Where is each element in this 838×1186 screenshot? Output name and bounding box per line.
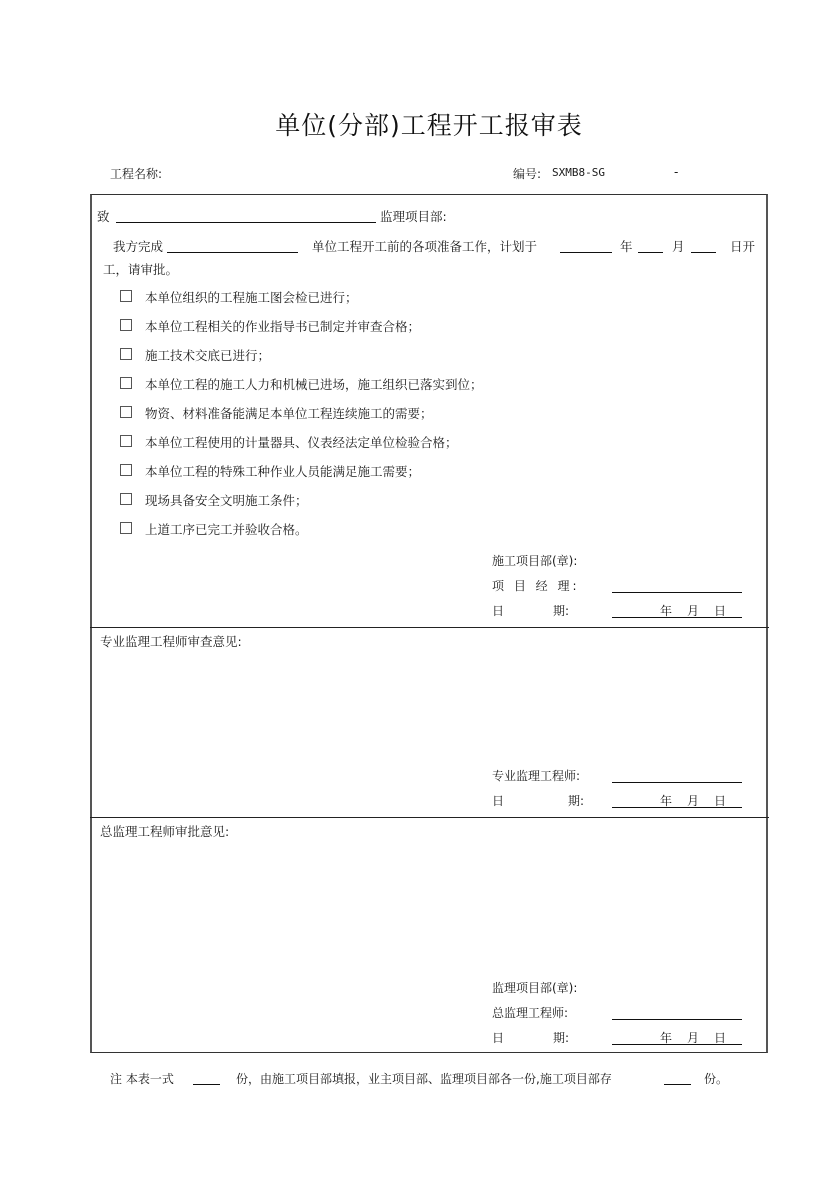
checklist-item-7: 本单位工程的特殊工种作业人员能满足施工需要； bbox=[145, 464, 421, 479]
checklist-item-3: 施工技术交底已进行； bbox=[145, 348, 271, 363]
footer-note-part1: 注 本表一式 bbox=[110, 1072, 174, 1086]
section-divider-1 bbox=[90, 627, 769, 628]
checkbox-5[interactable] bbox=[120, 406, 132, 418]
checkbox-6[interactable] bbox=[120, 435, 132, 447]
checkbox-1[interactable] bbox=[120, 290, 132, 302]
month-label: 月 bbox=[672, 239, 685, 254]
checkbox-9[interactable] bbox=[120, 522, 132, 534]
code-value: SXMB8-SG bbox=[552, 166, 605, 179]
start-year-field[interactable] bbox=[560, 252, 612, 253]
project-manager-signature-field[interactable] bbox=[612, 592, 742, 593]
code-label: 编号: bbox=[513, 167, 542, 181]
chief-engineer-signature-field[interactable] bbox=[612, 1019, 742, 1020]
line1-part1: 我方完成 bbox=[113, 239, 164, 254]
checklist-item-9: 上道工序已完工并验收合格。 bbox=[145, 522, 308, 537]
supervisor-engineer-label: 专业监理工程师: bbox=[492, 769, 581, 783]
date-month-1: 月 bbox=[687, 604, 700, 618]
line1-part2: 单位工程开工前的各项准备工作，计划于 bbox=[312, 239, 538, 254]
date-month-2: 月 bbox=[687, 794, 700, 808]
date-field-2[interactable] bbox=[612, 807, 742, 808]
checklist-item-1: 本单位组织的工程施工图会检已进行； bbox=[145, 290, 358, 305]
checkbox-7[interactable] bbox=[120, 464, 132, 476]
date-label-3b: 期: bbox=[553, 1031, 570, 1045]
project-manager-label: 项 目 经 理: bbox=[492, 579, 580, 593]
copies-kept-field[interactable] bbox=[664, 1084, 691, 1085]
checklist-item-8: 现场具备安全文明施工条件； bbox=[145, 493, 308, 508]
date-label-1b: 期: bbox=[553, 604, 570, 618]
checkbox-4[interactable] bbox=[120, 377, 132, 389]
code-suffix: - bbox=[674, 165, 679, 179]
date-day-3: 日 bbox=[714, 1031, 727, 1045]
date-field-1[interactable] bbox=[612, 617, 742, 618]
date-year-3: 年 bbox=[660, 1031, 673, 1045]
date-label-2b: 期: bbox=[568, 794, 585, 808]
section-divider-2 bbox=[90, 817, 769, 818]
start-month-field[interactable] bbox=[638, 252, 663, 253]
checkbox-8[interactable] bbox=[120, 493, 132, 505]
date-year-2: 年 bbox=[660, 794, 673, 808]
chief-engineer-label: 总监理工程师: bbox=[492, 1006, 569, 1020]
line2: 工，请审批。 bbox=[103, 262, 179, 277]
supervision-stamp-label: 监理项目部(章): bbox=[492, 981, 578, 995]
supervisor-review-heading: 专业监理工程师审查意见: bbox=[100, 634, 242, 649]
date-field-3[interactable] bbox=[612, 1044, 742, 1045]
date-label-1a: 日 bbox=[492, 604, 505, 618]
date-day-1: 日 bbox=[714, 604, 727, 618]
chief-approval-heading: 总监理工程师审批意见: bbox=[100, 824, 230, 839]
footer-note-part2: 份，由施工项目部填报，业主项目部、监理项目部各一份,施工项目部存 bbox=[236, 1072, 612, 1086]
to-prefix: 致 bbox=[97, 209, 110, 224]
project-name-label: 工程名称: bbox=[110, 167, 163, 181]
footer-note-part3: 份。 bbox=[704, 1072, 729, 1086]
date-label-2a: 日 bbox=[492, 794, 505, 808]
checklist-item-6: 本单位工程使用的计量器具、仪表经法定单位检验合格； bbox=[145, 435, 458, 450]
form-title: 单位(分部)工程开工报审表 bbox=[275, 111, 583, 140]
checklist-item-4: 本单位工程的施工人力和机械已进场，施工组织已落实到位； bbox=[145, 377, 483, 392]
to-recipient-field[interactable] bbox=[116, 222, 376, 223]
date-month-3: 月 bbox=[687, 1031, 700, 1045]
checkbox-2[interactable] bbox=[120, 319, 132, 331]
day-start-label: 日开 bbox=[730, 239, 756, 254]
date-year-1: 年 bbox=[660, 604, 673, 618]
checklist-item-5: 物资、材料准备能满足本单位工程连续施工的需要； bbox=[145, 406, 433, 421]
construction-stamp-label: 施工项目部(章): bbox=[492, 554, 578, 568]
unit-project-field[interactable] bbox=[167, 252, 298, 253]
year-label: 年 bbox=[620, 239, 633, 254]
start-day-field[interactable] bbox=[691, 252, 716, 253]
date-day-2: 日 bbox=[714, 794, 727, 808]
supervisor-engineer-signature-field[interactable] bbox=[612, 782, 742, 783]
to-suffix: 监理项目部: bbox=[380, 209, 447, 224]
checklist-item-2: 本单位工程相关的作业指导书已制定并审查合格； bbox=[145, 319, 421, 334]
copies-total-field[interactable] bbox=[193, 1084, 220, 1085]
checkbox-3[interactable] bbox=[120, 348, 132, 360]
date-label-3a: 日 bbox=[492, 1031, 505, 1045]
